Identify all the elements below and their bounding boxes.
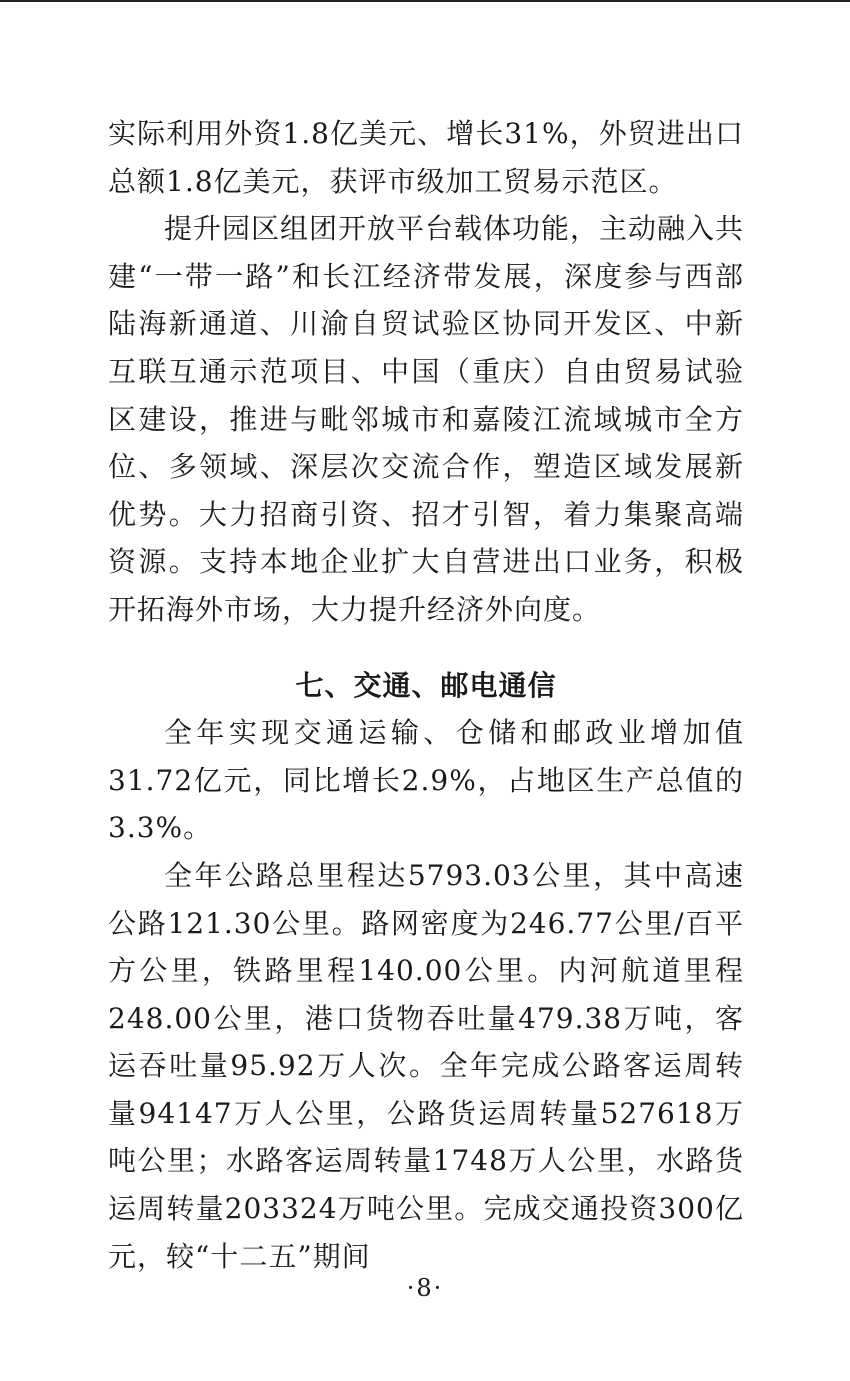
top-border-rule (0, 0, 850, 2)
document-body (108, 110, 744, 1280)
paragraph-open-platform: 提升园区组团开放平台载体功能，主动融入共建“一带一路”和长江经济带发展，深度参与西部陆海新通道、川渝自贸试验区协同开发区、中新互联互通示范项目、中国（重庆）自由贸易试验区建设，推进与毗邻城市和嘉陵江流域城市全方位、多领域、深层次交流合作，塑造区域发展新优势。大力招商引资、招才引智，着力集聚高端资源。支持本地企业扩大自营进出口业务，积极开拓海外市场，大力提升经济外向度。 (108, 212, 745, 626)
paragraph-road-mileage: 全年公路总里程达5793.03公里，其中高速公路121.30公里。路网密度为246.77公里/百平方公里，铁路里程140.00公里。内河航道里程248.00公里，港口货物吞吐量479.38万吨，客运吞吐量95.92万人次。全年完成公路客运周转量94147万人公里，公路货运周转量527618万吨公里；水路客运周转量1748万人公里，水路货运周转量203324万吨公里。完成交通投资300亿元，较“十二五”期间 (108, 858, 744, 1273)
paragraph-transport-value-added: 全年实现交通运输、仓储和邮政业增加值31.72亿元，同比增长2.9%，占地区生产总值的3.3%。 (108, 716, 744, 845)
section-heading-transport: 七、交通、邮电通信 (295, 668, 557, 702)
page-number: ·8· (406, 1274, 444, 1302)
paragraph-foreign-trade-continued: 实际利用外资1.8亿美元、增长31%，外贸进出口总额1.8亿美元，获评市级加工贸易示范区。 (108, 117, 744, 198)
